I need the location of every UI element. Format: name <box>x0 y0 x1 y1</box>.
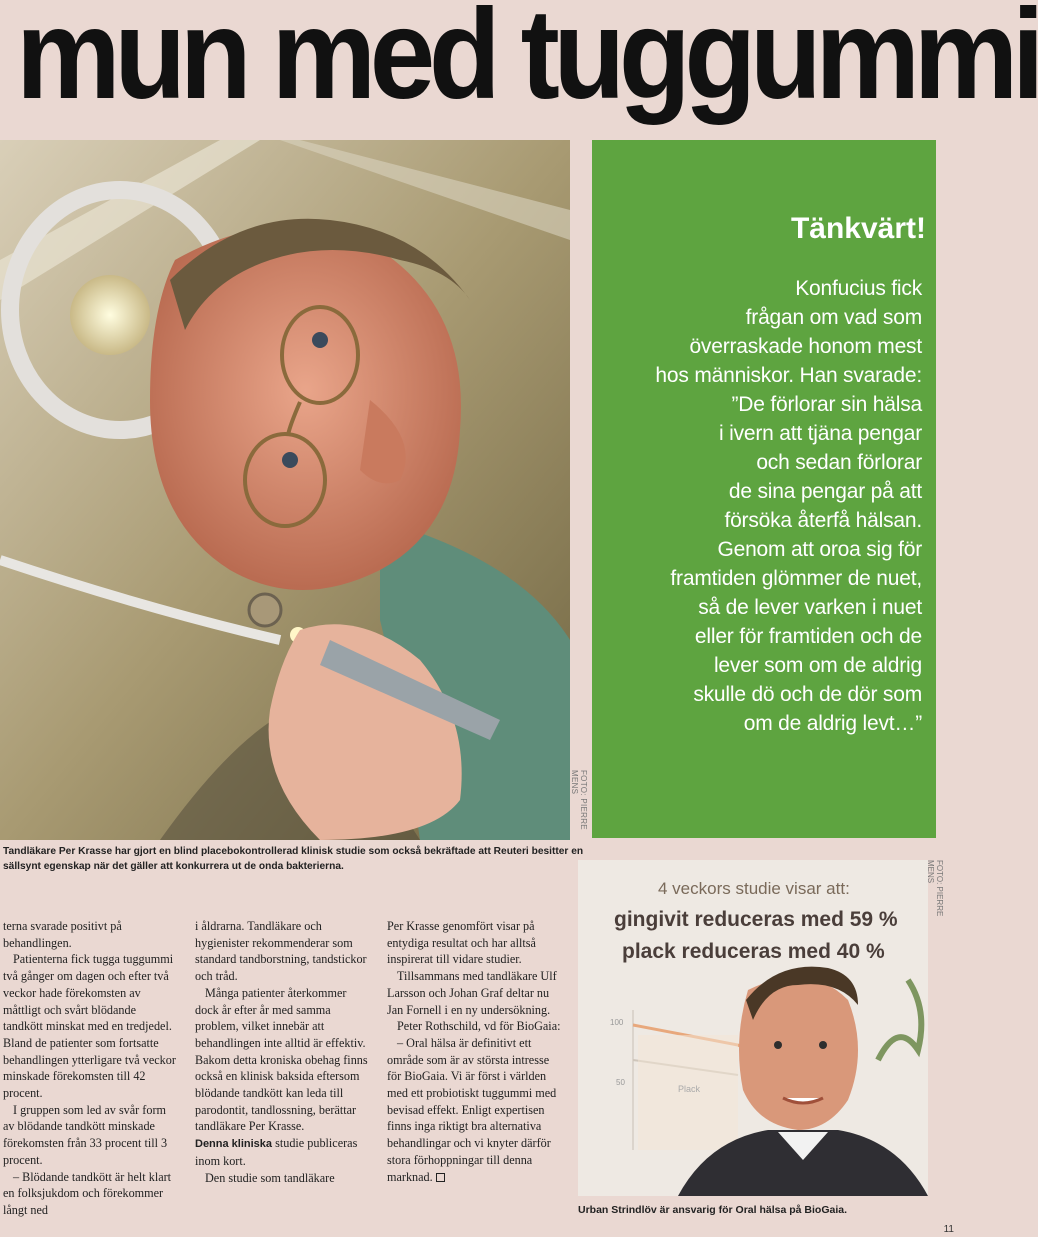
article-column-1 <box>3 918 177 1219</box>
photo-credit: FOTO: PIERRE MENS <box>926 860 944 917</box>
slide-heading: 4 veckors studie visar att: <box>658 879 850 898</box>
paragraph: Peter Rothschild, vd för BioGaia: <box>397 1019 561 1034</box>
end-mark-icon <box>436 1173 445 1182</box>
photo-caption: Tandläkare Per Krasse har gjort en blind placebokontrollerad klinisk studie som också bekräftade att Reuteri besitter en sällsynt egenskap när det gäller att konkurrera ut de onda bakterierna. <box>3 846 584 872</box>
slide-axis-100: 100 <box>610 1018 624 1027</box>
thought-box-title: Tänkvärt! <box>790 212 926 245</box>
slide-axis-50: 50 <box>616 1078 625 1087</box>
thought-box-quote: Konfucius fick frågan om vad som överraskade honom mest hos människor. Han svarade: ”De förlorar sin hälsa i ivern att tjäna pengar och sedan förlorar de sina pengar på att försöka återfå hälsan. Genom att oroa sig för framtiden glömmer de nuet, så de lever varken i nuet eller för framtiden och de lever som om de aldrig skulle dö och de dör som om de aldrig levt…” <box>655 277 922 735</box>
paragraph-text: studie publiceras inom kort. <box>195 1136 358 1168</box>
paragraph: Patienterna fick tugga tuggummi två gånger om dagen och efter två veckor hade förekomsten av måttligt och svårt blödande tandkött minskat med en tredjedel. Bland de patienter som fortsatte behandlingen ytterligare två veckor minskade förekomsten till 42 procent. <box>3 952 176 1101</box>
dentist-photo <box>0 140 570 840</box>
paragraph: terna svarade positivt på behandlingen. <box>3 919 122 950</box>
slide-line-plack: plack reduceras med 40 % <box>622 940 885 963</box>
paragraph: Tillsammans med tandläkare Ulf Larsson och Johan Graf deltar nu Jan Fornell i en ny undersökning. <box>387 969 557 1017</box>
thought-box <box>592 140 936 838</box>
paragraph-text: – Oral hälsa är definitivt ett område som är av största intresse för BioGaia. Vi är först i världen med ett probiotiskt tuggummi med bevisad effekt. Enligt expertisen finns inga riktigt bra alternativa behandlingar och vi knyter därför stora förhoppningar till denna marknad. <box>387 1035 557 1184</box>
page-number: 11 <box>943 1224 954 1235</box>
paragraph: Per Krasse genomfört visar på entydiga resultat och har alltså inspirerat till vidare studier. <box>387 919 536 967</box>
slide-line-gingivit: gingivit reduceras med 59 % <box>614 908 898 931</box>
paragraph: – Blödande tandkött är helt klart en folksjukdom och förekommer långt ned <box>3 1169 172 1217</box>
presenter-illustration <box>578 860 928 1196</box>
article-column-2 <box>195 918 369 1186</box>
paragraph: Många patienter återkommer dock år efter år med samma problem, vilket innebär att behandlingen inte alltid är effektiv. Bakom detta kroniska obehag finns också en klinisk baksida eftersom blödande tandkött kan leda till parodontit, tandlossning, berättar tandläkare Per Krasse. <box>195 985 368 1134</box>
article-column-3 <box>387 918 561 1185</box>
lead-in: Denna kliniska <box>195 1138 273 1151</box>
paragraph: i åldrarna. Tandläkare och hygienister rekommenderar som standard tandborstning, tandstickor och tråd. <box>195 919 367 984</box>
photo-credit: FOTO: PIERRE MENS <box>570 770 588 830</box>
paragraph: Den studie som tandläkare <box>205 1170 335 1185</box>
paragraph <box>195 1135 369 1169</box>
paragraph: I gruppen som led av svår form av blödande tandkött minskade förekomsten från 33 procent till 3 procent. <box>3 1102 168 1167</box>
paragraph <box>387 1035 561 1185</box>
headline: mun med tuggummi <box>16 0 1038 126</box>
photo-caption: Urban Strindlöv är ansvarig för Oral hälsa på BioGaia. <box>578 1204 847 1216</box>
dentist-illustration <box>0 140 570 840</box>
presenter-photo <box>578 860 928 1196</box>
slide-plack-label: Plack <box>678 1084 701 1094</box>
